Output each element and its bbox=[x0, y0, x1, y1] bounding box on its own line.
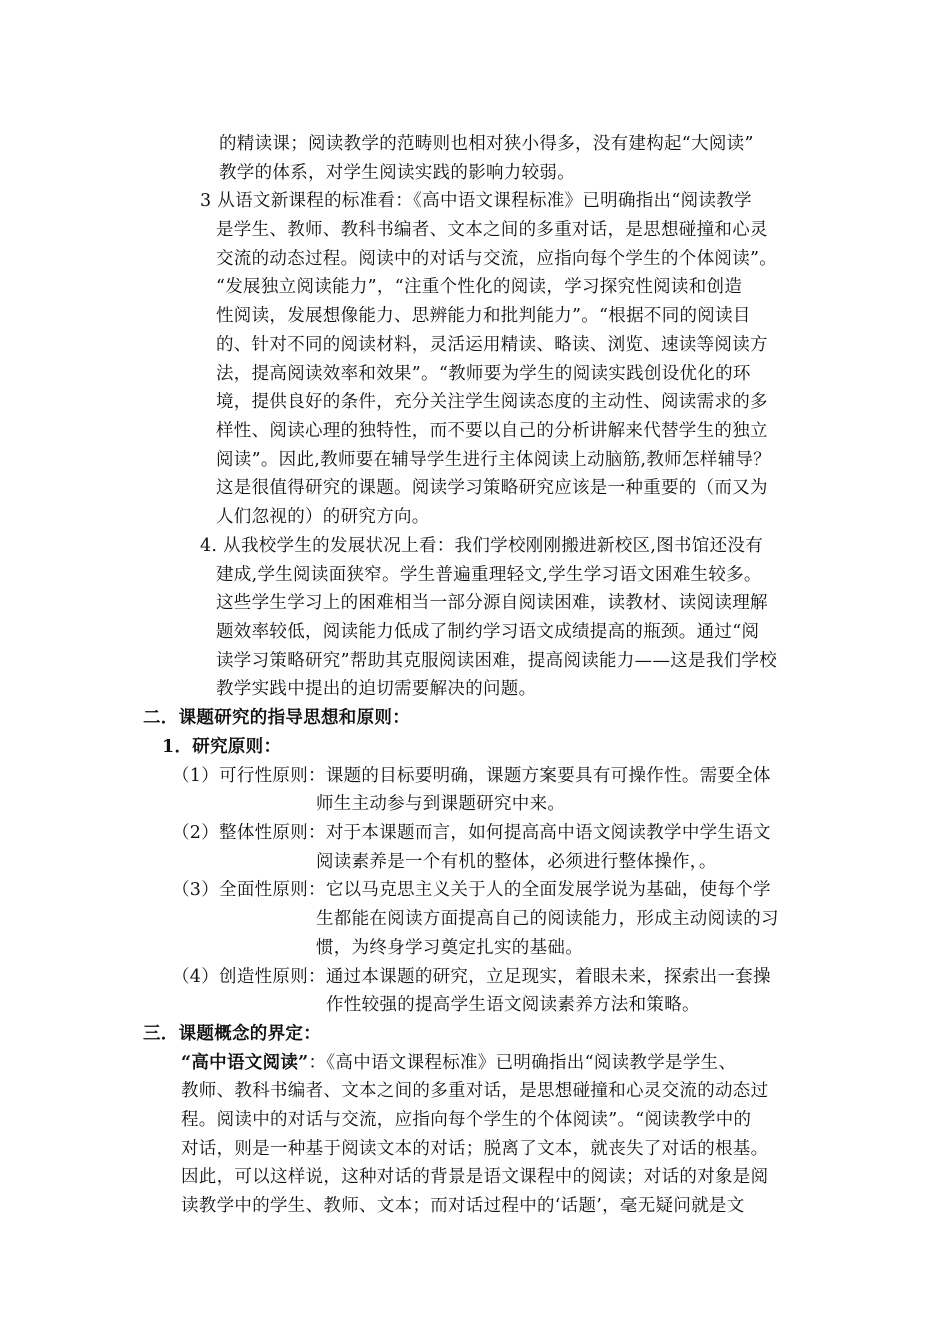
paragraph-line: 教学的体系，对学生阅读实践的影响力较弱。 bbox=[219, 163, 575, 183]
definition-text: ：《高中语文课程标准》已明确指出“阅读教学是学生、 bbox=[308, 1053, 737, 1073]
principle-line: 作性较强的提高学生语文阅读素养方法和策略。 bbox=[326, 995, 700, 1015]
list-item-3-line: 阅读”。因此,教师要在辅导学生进行主体阅读上动脑筋,教师怎样辅导？ bbox=[216, 450, 771, 470]
definition-line: 对话，则是一种基于阅读文本的对话；脱离了文本，就丧失了对话的根基。 bbox=[181, 1139, 769, 1159]
principle-line: 阅读素养是一个有机的整体，必须进行整体操作，。 bbox=[316, 852, 717, 872]
definition-term: “高中语文阅读” bbox=[181, 1053, 309, 1073]
subsection-heading: 1．研究原则： bbox=[162, 737, 282, 757]
definition-line: 教师、教科书编者、文本之间的多重对话，是思想碰撞和心灵交流的动态过 bbox=[181, 1081, 769, 1101]
list-item-4-line: 4. 从我校学生的发展状况上看：我们学校刚刚搬进新校区,图书馆还没有 bbox=[200, 536, 764, 556]
list-item-3-line: 境，提供良好的条件，充分关注学生阅读态度的主动性、阅读需求的多 bbox=[216, 392, 768, 412]
list-item-3-line: 这是很值得研究的课题。阅读学习策略研究应该是一种重要的（而又为 bbox=[216, 478, 768, 498]
section-heading: 三．课题概念的界定： bbox=[143, 1024, 321, 1044]
list-item-4-line: 题效率较低，阅读能力低成了制约学习语文成绩提高的瓶颈。通过“阅 bbox=[216, 622, 760, 642]
principle-line: 生都能在阅读方面提高自己的阅读能力，形成主动阅读的习 bbox=[316, 909, 779, 929]
definition-line bbox=[181, 1052, 736, 1074]
list-item-4-line: 读学习策略研究”帮助其克服阅读困难，提高阅读能力——这是我们学校 bbox=[216, 651, 778, 671]
paragraph-line: 的精读课；阅读教学的范畴则也相对狭小得多，没有建构起“大阅读” bbox=[219, 134, 754, 154]
section-heading: 二．课题研究的指导思想和原则： bbox=[143, 708, 410, 728]
list-item-4-line: 教学实践中提出的迫切需要解决的问题。 bbox=[216, 679, 537, 699]
list-item-3-line: 交流的动态过程。阅读中的对话与交流，应指向每个学生的个体阅读”。 bbox=[216, 249, 778, 269]
list-item-3-line: 是学生、教师、教科书编者、文本之间的多重对话，是思想碰撞和心灵 bbox=[216, 220, 768, 240]
principle-line: （2）整体性原则：对于本课题而言，如何提高高中语文阅读教学中学生语文 bbox=[172, 823, 771, 843]
definition-line: 读教学中的学生、教师、文本；而对话过程中的‘话题’，毫无疑问就是文 bbox=[181, 1196, 745, 1216]
list-item-3-line: “发展独立阅读能力”，“注重个性化的阅读，学习探究性阅读和创造 bbox=[216, 277, 743, 297]
principle-line: （1）可行性原则：课题的目标要明确，课题方案要具有可操作性。需要全体 bbox=[172, 766, 771, 786]
list-item-4-line: 这些学生学习上的困难相当一部分源自阅读困难，读教材、读阅读理解 bbox=[216, 593, 768, 613]
list-item-3-line: 样性、阅读心理的独特性，而不要以自己的分析讲解来代替学生的独立 bbox=[216, 421, 768, 441]
principle-line: 师生主动参与到课题研究中来。 bbox=[316, 794, 566, 814]
list-item-3-line: 法，提高阅读效率和效果”。“教师要为学生的阅读实践创设优化的环 bbox=[216, 364, 751, 384]
list-item-3-line: 性阅读，发展想像能力、思辨能力和批判能力”。“根据不同的阅读目 bbox=[216, 306, 751, 326]
list-item-3-line: 3 从语文新课程的标准看：《高中语文课程标准》已明确指出“阅读教学 bbox=[200, 191, 752, 211]
principle-line: （3）全面性原则：它以马克思主义关于人的全面发展学说为基础，使每个学 bbox=[172, 880, 771, 900]
list-item-4-line: 建成,学生阅读面狭窄。学生普遍重理轻文,学生学习语文困难生较多。 bbox=[216, 565, 762, 585]
definition-line: 程。阅读中的对话与交流，应指向每个学生的个体阅读”。“阅读教学中的 bbox=[181, 1110, 752, 1130]
list-item-3-line: 人们忽视的）的研究方向。 bbox=[216, 507, 430, 527]
principle-line: （4）创造性原则：通过本课题的研究，立足现实，着眼未来，探索出一套操 bbox=[172, 967, 771, 987]
principle-line: 惯，为终身学习奠定扎实的基础。 bbox=[316, 938, 583, 958]
list-item-3-line: 的、针对不同的阅读材料，灵活运用精读、略读、浏览、速读等阅读方 bbox=[216, 335, 768, 355]
definition-line: 因此，可以这样说，这种对话的背景是语文课程中的阅读；对话的对象是阅 bbox=[181, 1167, 769, 1187]
